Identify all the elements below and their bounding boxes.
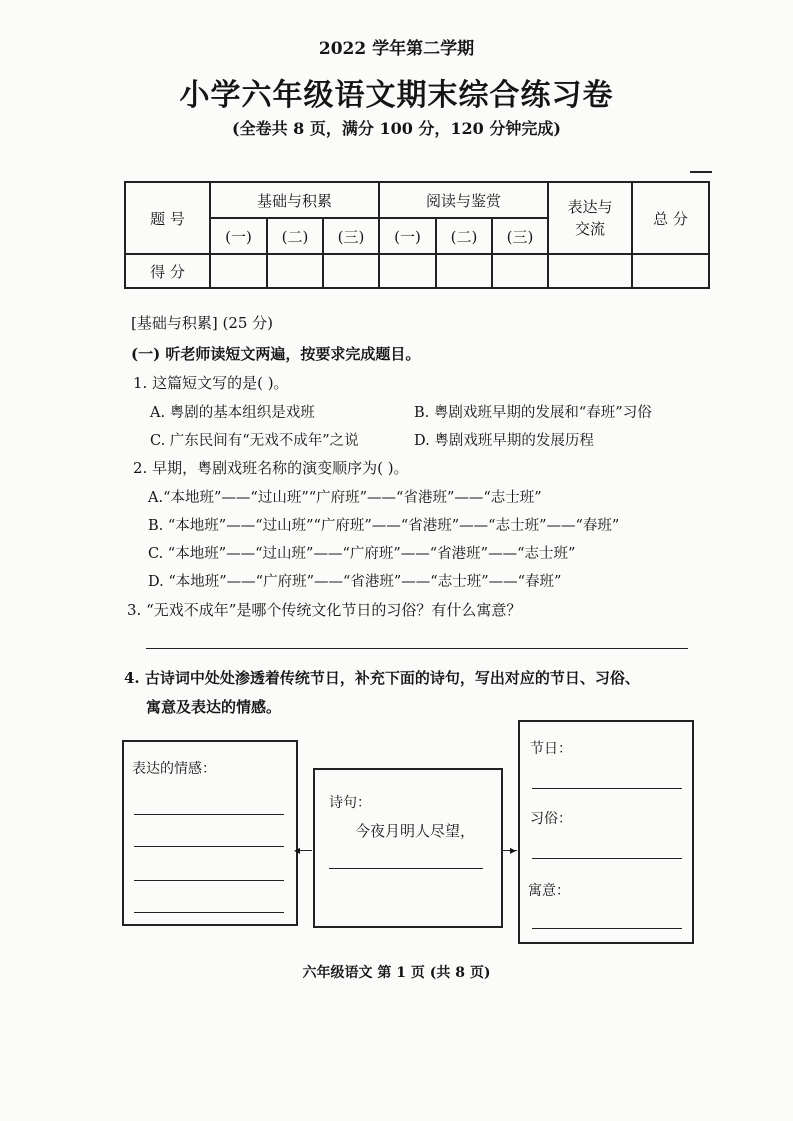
score-cell[interactable]	[323, 254, 379, 288]
score-label: 得 分	[125, 254, 210, 288]
emotion-answer-line[interactable]	[134, 880, 284, 881]
q1-option-b: B. 粤剧戏班早期的发展和“春班”习俗	[414, 405, 652, 421]
left-arrow-head-icon: ◂	[294, 843, 301, 857]
part1-intro: (一) 听老师读短文两遍，按要求完成题目。	[131, 345, 421, 363]
q3-answer-line[interactable]	[146, 648, 688, 649]
score-cell[interactable]	[267, 254, 323, 288]
q1-option-c: C. 广东民间有“无戏不成年”之说	[150, 433, 359, 449]
emotion-answer-line[interactable]	[134, 846, 284, 847]
q1-stem: 1. 这篇短文写的是( )。	[133, 374, 289, 392]
emotion-box	[122, 740, 301, 926]
sub-4: (一)	[379, 218, 436, 254]
emotion-answer-line[interactable]	[134, 814, 284, 815]
q2-stem: 2. 早期，粤剧戏班名称的演变顺序为( )。	[133, 459, 409, 477]
emotion-answer-line[interactable]	[134, 912, 284, 913]
q2-option-c: C. “本地班”——“过山班”——“广府班”——“省港班”——“志士班”	[148, 546, 576, 562]
sub-5: (二)	[436, 218, 492, 254]
score-table	[124, 181, 710, 289]
score-cell[interactable]	[548, 254, 632, 288]
festival-answer-line[interactable]	[532, 788, 682, 789]
custom-answer-line[interactable]	[532, 858, 682, 859]
q4-stem-line2: 寓意及表达的情感。	[146, 698, 282, 716]
poem-answer-line[interactable]	[329, 868, 483, 869]
right-arrow-head-icon: ▸	[510, 843, 517, 857]
left-arrow-line	[298, 850, 312, 851]
sub-3: (三)	[323, 218, 379, 254]
poem-label: 诗句：	[329, 795, 371, 811]
festival-label: 节日：	[530, 741, 572, 757]
group-reading: 阅读与鉴赏	[379, 182, 548, 218]
total-label: 总 分	[632, 182, 709, 254]
score-cell[interactable]	[632, 254, 709, 288]
sub-6: (三)	[492, 218, 548, 254]
festival-box	[518, 720, 694, 944]
q1-option-a: A. 粤剧的基本组织是戏班	[150, 405, 315, 421]
q4-stem-line1: 4. 古诗词中处处渗透着传统节日，补充下面的诗句，写出对应的节日、习俗、	[124, 669, 640, 687]
sub-1: (一)	[210, 218, 267, 254]
q3-stem: 3. “无戏不成年”是哪个传统文化节日的习俗？有什么寓意？	[127, 601, 522, 619]
group-expression	[548, 182, 632, 254]
corner-mark	[690, 171, 712, 173]
exam-subtitle: (全卷共 8 页，满分 100 分，120 分钟完成)	[232, 119, 561, 138]
emotion-label: 表达的情感：	[132, 761, 216, 777]
year-term: 2022 学年第二学期	[318, 39, 475, 59]
poem-box	[313, 768, 503, 928]
meaning-label: 寓意：	[528, 883, 570, 899]
poem-text: 今夜月明人尽望，	[355, 822, 476, 840]
score-cell[interactable]	[436, 254, 492, 288]
q2-option-a: A.“本地班”——“过山班”“广府班”——“省港班”——“志士班”	[148, 490, 542, 506]
score-cell[interactable]	[210, 254, 267, 288]
score-cell[interactable]	[379, 254, 436, 288]
sub-2: (二)	[267, 218, 323, 254]
section-title: [基础与积累] (25 分)	[131, 314, 274, 332]
score-cell[interactable]	[492, 254, 548, 288]
custom-label: 习俗：	[530, 811, 572, 827]
meaning-answer-line[interactable]	[532, 928, 682, 929]
q2-option-b: B. “本地班”——“过山班”“广府班”——“省港班”——“志士班”——“春班”	[148, 518, 620, 534]
q2-option-d: D. “本地班”——“广府班”——“省港班”——“志士班”——“春班”	[148, 574, 562, 590]
page-title: 小学六年级语文期末综合练习卷	[179, 78, 614, 113]
page-footer: 六年级语文 第 1 页 (共 8 页)	[302, 965, 491, 981]
item-number-label: 题 号	[125, 182, 210, 254]
group-basics: 基础与积累	[210, 182, 379, 218]
q1-option-d: D. 粤剧戏班早期的发展历程	[414, 433, 594, 449]
group-expression-label: 表达与交流	[567, 198, 613, 238]
